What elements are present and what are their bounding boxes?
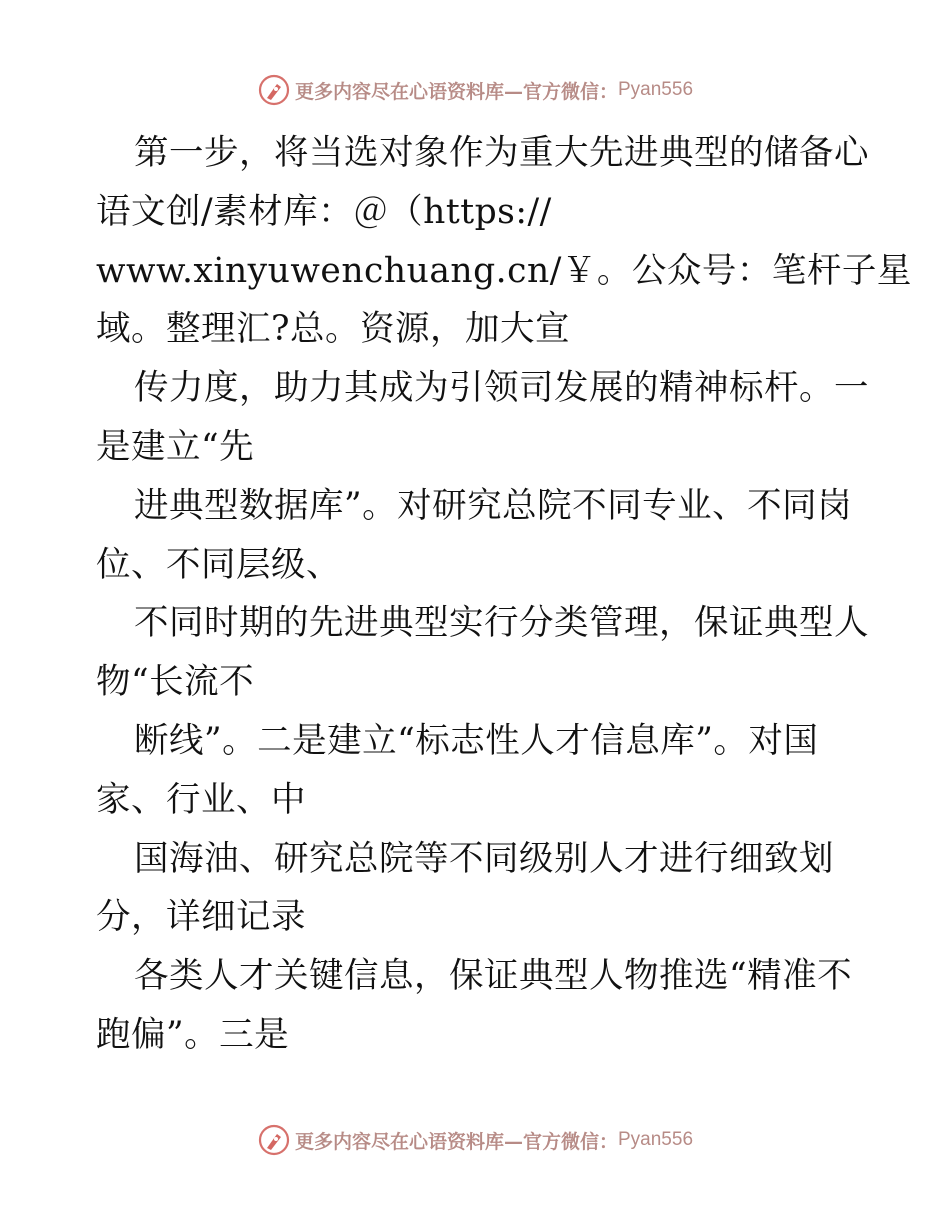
text-line: 物“长流不 (96, 662, 255, 703)
text-line: www.xinyuwenchuang.cn/￥。公众号：笔杆子星 (96, 250, 912, 291)
header-watermark (0, 70, 950, 110)
watermark-prefix: 更多内容尽在心语资料库—官方微信： (294, 1130, 618, 1153)
watermark-wechat-id: Pyan556 (618, 79, 694, 100)
text-line: 各类人才关键信息，保证典型人物推选“精准不 (134, 956, 853, 997)
text-line: 家、行业、中 (96, 779, 306, 820)
text-line: 域。整理汇?总。资源，加大宣 (96, 309, 570, 350)
text-line: 语文创/素材库：＠（https:// (96, 191, 552, 232)
watermark-wechat-id: Pyan556 (618, 1129, 694, 1150)
text-line: 进典型数据库”。对研究总院不同专业、不同岗 (134, 485, 853, 526)
text-line: 国海油、研究总院等不同级别人才进行细致划 (134, 838, 834, 879)
text-line: 位、不同层级、 (96, 544, 341, 585)
watermark-prefix: 更多内容尽在心语资料库—官方微信： (294, 80, 618, 103)
text-line: 断线”。二是建立“标志性人才信息库”。对国 (134, 720, 819, 761)
text-line: 是建立“先 (96, 426, 255, 467)
footer-watermark (0, 1120, 950, 1160)
pen-nib-logo-icon (257, 1123, 291, 1157)
text-line: 传力度，助力其成为引领司发展的精神标杆。一 (134, 368, 869, 409)
text-line: 跑偏”。三是 (96, 1014, 290, 1055)
document-body (96, 124, 912, 1065)
text-line: 第一步，将当选对象作为重大先进典型的储备心 (134, 133, 869, 173)
pen-nib-logo-icon (257, 73, 291, 107)
text-line: 不同时期的先进典型实行分类管理，保证典型人 (134, 603, 869, 644)
text-line: 分，详细记录 (96, 897, 306, 938)
